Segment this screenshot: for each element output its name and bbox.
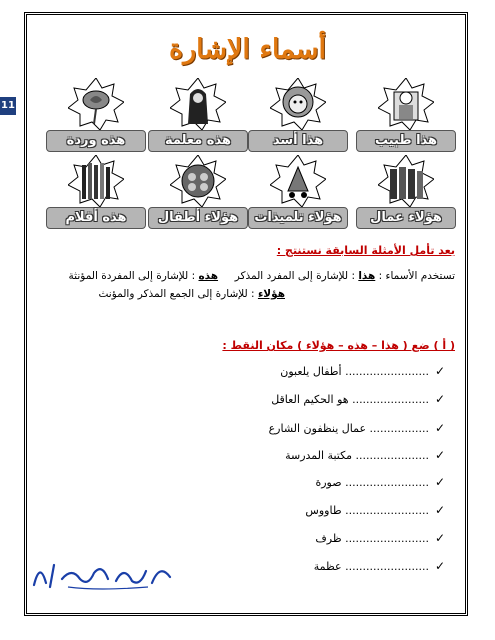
checkmark-icon: ✓ [434,503,445,517]
exercise-heading: ( أ ) ضع ( هذا – هذه – هؤلاء ) مكان النقط : [222,339,455,352]
checkmark-icon: ✓ [434,448,445,462]
card-workers [356,155,456,233]
card-label: هذا طبيب [356,130,456,152]
page-title: أسماء الإشارة [169,34,326,65]
card-label: هذا أسد [248,130,348,152]
pencils-picture-icon [68,155,124,207]
workers-picture-icon [378,155,434,207]
card-label: هؤلاء عمال [356,207,456,229]
card-schoolgirls [248,155,348,233]
card-teacher [148,78,248,156]
word-hazihi: هذه [198,270,219,282]
exercise-item[interactable] [255,448,445,462]
conclusion-haolaa-use: : للإشارة إلى الجمع المذكر والمؤنث [98,288,255,300]
card-doctor [356,78,456,156]
card-label: هذه معلمة [148,130,248,152]
word-haza: هذا [358,270,376,282]
exercise-item[interactable] [255,559,445,573]
exercise-item-text: ................. عمال ينظفون الشارع [268,422,429,435]
exercise-item[interactable] [255,503,445,517]
children-picture-icon [170,155,226,207]
card-rose [46,78,146,156]
exercise-item[interactable] [255,475,445,489]
card-label: هذه أقلام [46,207,146,229]
exercise-item[interactable] [255,531,445,545]
conclusion-haza-use: : للإشارة إلى المفرد المذكر [234,270,355,282]
exercise-item[interactable] [255,421,445,435]
conclusion-hazihi-use: : للإشارة إلى المفردة المؤنثة [68,270,196,282]
checkmark-icon: ✓ [434,559,445,573]
exercise-item[interactable] [255,392,445,406]
exercise-item-text: ...................... هو الحكيم العاقل [271,393,429,406]
card-label: هؤلاء أطفال [148,207,248,229]
exercise-item[interactable] [255,364,445,378]
card-label: هؤلاء تلميذات [248,207,348,229]
card-children [148,155,248,233]
teacher-picture-icon [170,78,226,130]
page-number-tab: 11 [0,97,16,115]
lion-picture-icon [270,78,326,130]
exercise-item-text: ........................ طاووس [305,504,429,517]
checkmark-icon: ✓ [434,392,445,406]
signature [28,557,178,591]
card-label: هذه وردة [46,130,146,152]
schoolgirls-picture-icon [270,155,326,207]
exercise-item-text: ........................ أطفال يلعبون [280,365,429,378]
conclusion-line-1 [69,270,455,282]
exercise-item-text: ........................ عظمة [313,560,429,573]
doctor-picture-icon [378,78,434,130]
checkmark-icon: ✓ [434,364,445,378]
conclusion-heading: بعد تأمل الأمثلة السابقة نستنتج : [276,244,455,257]
conclusion-prefix: تستخدم الأسماء : [378,270,455,282]
card-lion [248,78,348,156]
checkmark-icon: ✓ [434,475,445,489]
checkmark-icon: ✓ [434,531,445,545]
checkmark-icon: ✓ [434,421,445,435]
exercise-item-text: ........................ صورة [315,476,429,489]
exercise-item-text: ........................ ظرف [315,532,429,545]
card-pencils [46,155,146,233]
rose-picture-icon [68,78,124,130]
conclusion-line-2 [99,288,286,300]
exercise-item-text: ..................... مكتبة المدرسة [285,449,429,462]
word-haolaa: هؤلاء [257,288,285,300]
